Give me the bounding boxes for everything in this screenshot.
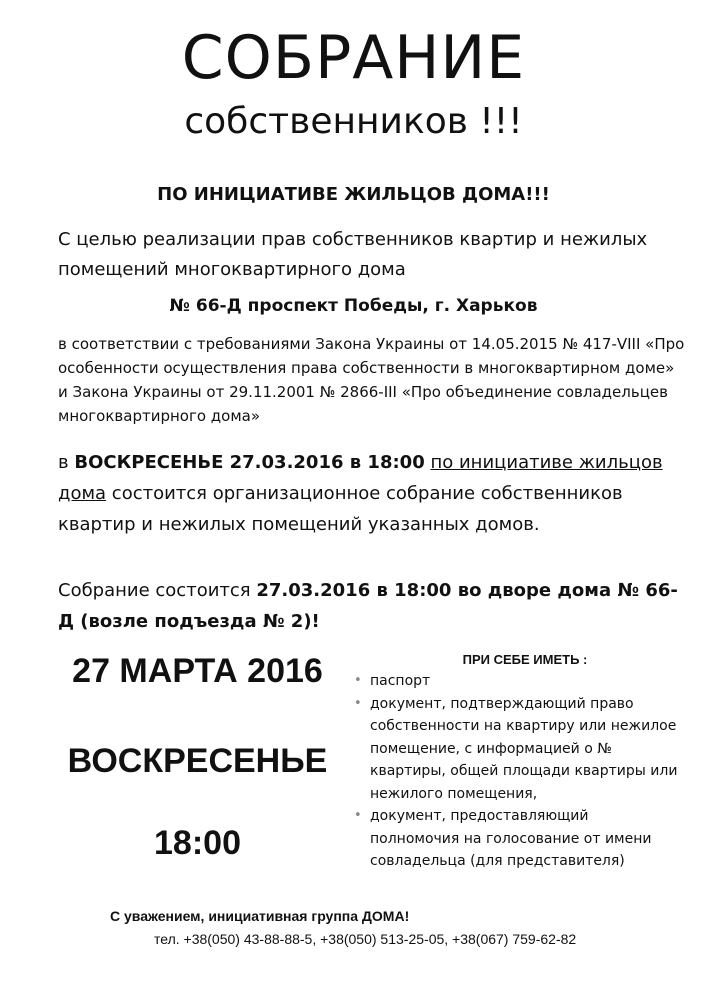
announcement-rest: состоится организационное собрание собственников квартир и нежилых помещений указанных домов.	[58, 483, 623, 535]
list-item	[352, 805, 682, 873]
law-reference-paragraph: в соответствии с требованиями Закона Украины от 14.05.2015 № 417-VIII «Про особенности осуществления права собственности в многоквартирном доме» и Закона Украины от 29.11.2001 № 2866-III «Про объединение совладельцев многоквартирного дома»	[58, 335, 685, 425]
bring-list-title: ПРИ СЕБЕ ИМЕТЬ :	[462, 652, 588, 667]
bullet-icon: •	[354, 808, 362, 823]
big-date: 27 МАРТА 2016	[72, 652, 323, 690]
announcement-datetime: ВОСКРЕСЕНЬЕ 27.03.2016 в 18:00	[74, 452, 425, 473]
list-item	[352, 670, 682, 693]
announcement-initiative-underlined: по инициативе жильцов дома	[58, 452, 663, 504]
regards-signature: С уважением, инициативная группа ДОМА!	[110, 908, 410, 924]
list-item-text: документ, подтверждающий право собственности на квартиру или нежилое помещение, с информацией о № квартиры, общей площади квартиры или нежилого помещения,	[370, 695, 678, 802]
announcement-prefix: в	[58, 452, 75, 473]
page-title: СОБРАНИЕ	[181, 23, 526, 93]
intro-paragraph: С целью реализации прав собственников квартир и нежилых помещений многоквартирного дома	[58, 229, 648, 280]
meeting-prefix: Собрание состоится	[58, 580, 257, 601]
announcement-paragraph	[58, 447, 668, 540]
list-item-text: документ, предоставляющий полномочия на голосование от имени совладельца (для представителя)	[370, 808, 652, 869]
meeting-paragraph	[58, 575, 678, 637]
initiative-heading: ПО ИНИЦИАТИВЕ ЖИЛЬЦОВ ДОМА!!!	[157, 184, 550, 205]
list-item-text: паспорт	[370, 673, 431, 689]
bullet-icon: •	[354, 673, 362, 688]
bullet-icon: •	[354, 695, 362, 711]
bring-list	[352, 670, 682, 873]
contact-phones: тел. +38(050) 43-88-88-5, +38(050) 513-25-05, +38(067) 759-62-82	[154, 931, 577, 947]
address-line: № 66-Д проспект Победы, г. Харьков	[169, 296, 538, 316]
list-item	[352, 693, 682, 806]
meeting-location: во дворе дома № 66-Д (возле подъезда № 2)!	[58, 580, 678, 632]
page-subtitle: собственников !!!	[184, 101, 523, 142]
big-time: 18:00	[154, 824, 241, 862]
big-weekday: ВОСКРЕСЕНЬЕ	[67, 742, 328, 780]
meeting-datetime: 27.03.2016 в 18:00	[256, 580, 452, 601]
